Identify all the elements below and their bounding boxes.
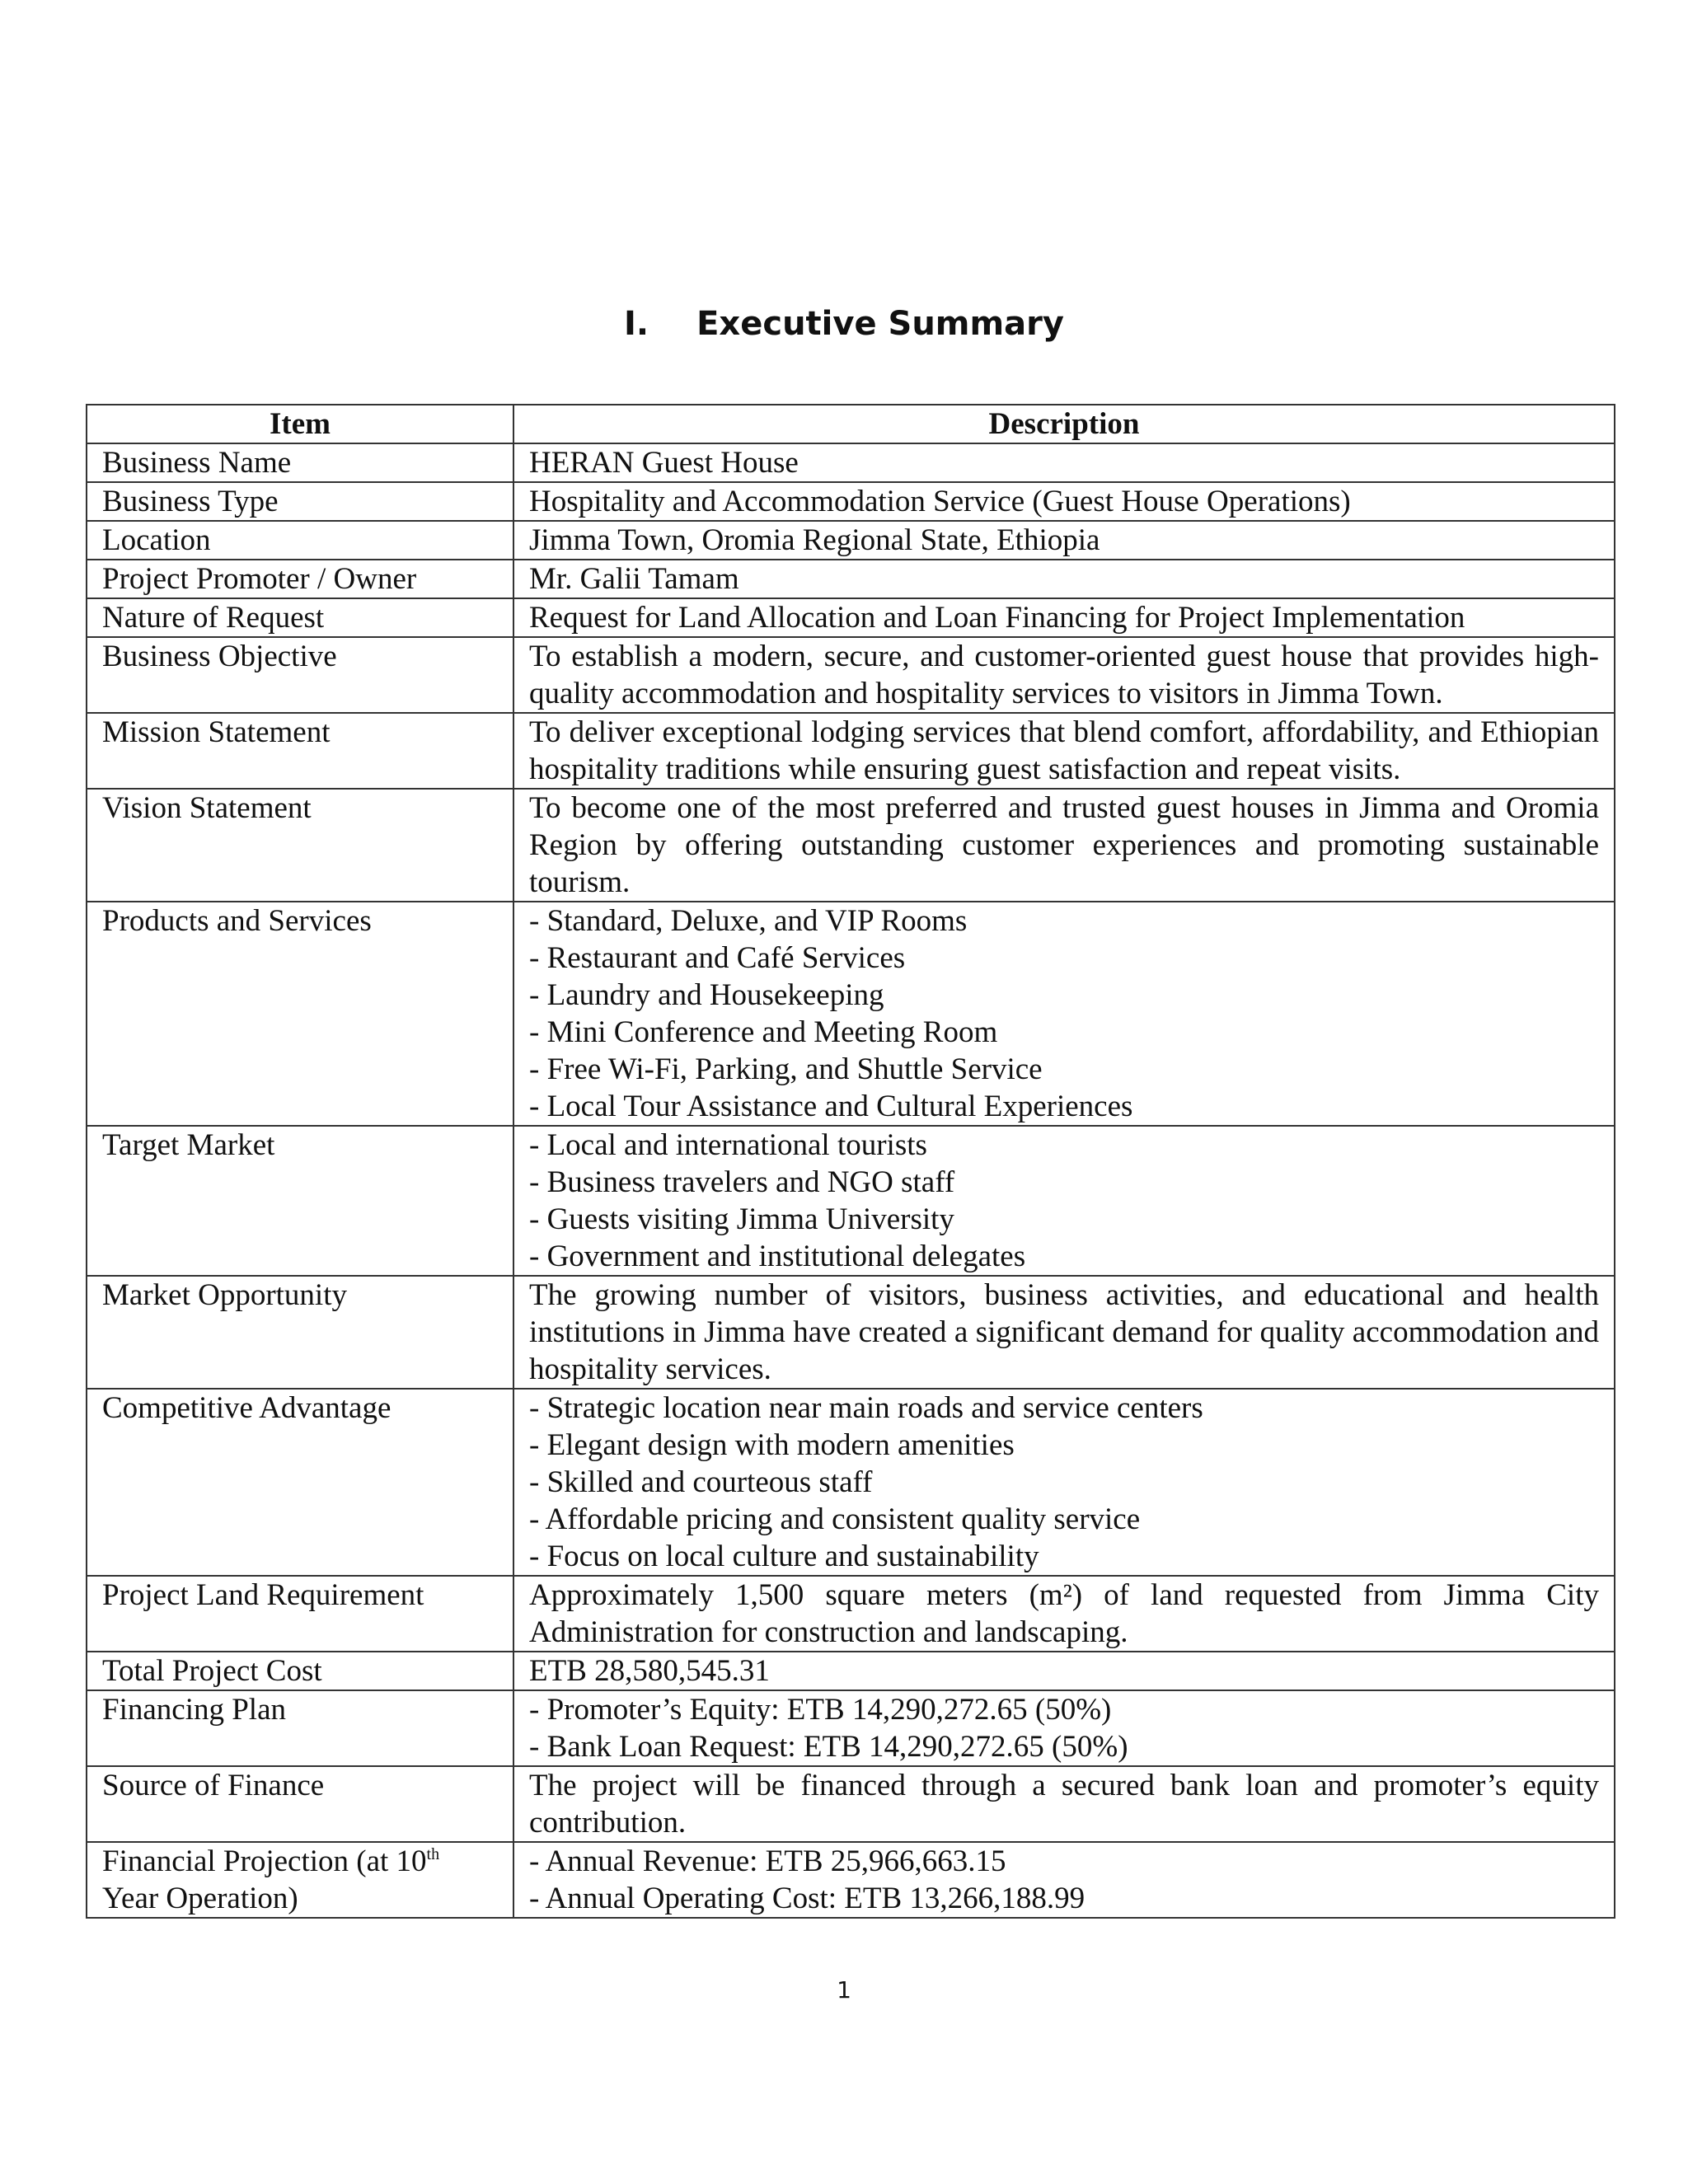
description-line: - Affordable pricing and consistent quality service: [529, 1502, 1141, 1536]
item-label: Financial Projection (at 10: [102, 1844, 427, 1878]
column-header-description: Description: [513, 405, 1615, 443]
table-row: [87, 1126, 1615, 1276]
description-line: - Annual Operating Cost: ETB 13,266,188.99: [529, 1882, 1085, 1915]
table-row: [87, 637, 1615, 713]
description-line: - Restaurant and Café Services: [529, 941, 906, 975]
table-header-row: [87, 405, 1615, 443]
item-superscript: th: [426, 1845, 440, 1863]
description-cell: [513, 1842, 1615, 1918]
description-line: - Local Tour Assistance and Cultural Experiences: [529, 1090, 1133, 1123]
description-line: Request for Land Allocation and Loan Financing for Project Implementation: [529, 601, 1465, 635]
item-cell: Target Market: [87, 1126, 513, 1276]
description-line: - Free Wi-Fi, Parking, and Shuttle Service: [529, 1052, 1043, 1086]
description-line: The project will be financed through a secured bank loan and promoter’s equity contribution.: [529, 1769, 1599, 1840]
description-line: - Local and international tourists: [529, 1128, 927, 1162]
description-cell: [513, 560, 1615, 598]
table-row: [87, 598, 1615, 637]
description-line: - Government and institutional delegates: [529, 1240, 1026, 1273]
description-cell: [513, 1766, 1615, 1842]
section-title: Executive Summary: [696, 305, 1064, 343]
description-cell: [513, 1389, 1615, 1576]
description-line: - Bank Loan Request: ETB 14,290,272.65 (50%): [529, 1730, 1128, 1764]
item-cell: Market Opportunity: [87, 1276, 513, 1389]
table-row: [87, 902, 1615, 1126]
item-cell: Mission Statement: [87, 713, 513, 789]
item-cell: Business Objective: [87, 637, 513, 713]
description-line: - Elegant design with modern amenities: [529, 1428, 1015, 1462]
description-cell: [513, 521, 1615, 560]
description-line: - Skilled and courteous staff: [529, 1465, 873, 1499]
description-cell: [513, 789, 1615, 902]
description-cell: [513, 1690, 1615, 1766]
table-row: [87, 1276, 1615, 1389]
description-line: - Annual Revenue: ETB 25,966,663.15: [529, 1844, 1006, 1878]
item-cell: Vision Statement: [87, 789, 513, 902]
description-cell: [513, 1576, 1615, 1652]
page-number: 1: [837, 1976, 851, 2004]
table-row: [87, 1576, 1615, 1652]
column-header-item: Item: [87, 405, 513, 443]
table-row: [87, 789, 1615, 902]
description-line: - Standard, Deluxe, and VIP Rooms: [529, 904, 968, 938]
table-row: [87, 521, 1615, 560]
description-line: - Focus on local culture and sustainability: [529, 1540, 1039, 1573]
item-cell: Project Promoter / Owner: [87, 560, 513, 598]
table-row: [87, 1690, 1615, 1766]
section-heading: [0, 305, 1688, 343]
description-line: ETB 28,580,545.31: [529, 1654, 770, 1688]
item-cell: Competitive Advantage: [87, 1389, 513, 1576]
description-line: - Laundry and Housekeeping: [529, 978, 884, 1012]
table-row: [87, 482, 1615, 521]
description-line: To deliver exceptional lodging services that blend comfort, affordability, and Ethiopian hospitality traditions while ensuring guest satisfaction and repeat visits.: [529, 715, 1599, 786]
executive-summary-table: [86, 404, 1615, 1919]
item-cell: Location: [87, 521, 513, 560]
item-cell: Total Project Cost: [87, 1652, 513, 1690]
description-cell: [513, 482, 1615, 521]
description-line: - Mini Conference and Meeting Room: [529, 1015, 998, 1049]
table-row: [87, 560, 1615, 598]
table-row: [87, 443, 1615, 482]
section-number: I.: [624, 305, 649, 343]
description-line: - Business travelers and NGO staff: [529, 1165, 955, 1199]
description-line: - Promoter’s Equity: ETB 14,290,272.65 (50%): [529, 1693, 1112, 1727]
item-label-continued: Year Operation): [102, 1882, 298, 1915]
table-row: [87, 1389, 1615, 1576]
description-line: - Strategic location near main roads and service centers: [529, 1391, 1203, 1425]
description-line: To become one of the most preferred and trusted guest houses in Jimma and Oromia Region by offering outstanding customer experiences and promoting sustainable tourism.: [529, 791, 1599, 899]
table-row: [87, 1652, 1615, 1690]
table-row: [87, 1842, 1615, 1918]
description-line: Approximately 1,500 square meters (m²) of land requested from Jimma City Administration for construction and landscaping.: [529, 1578, 1599, 1649]
description-line: To establish a modern, secure, and customer-oriented guest house that provides high-quality accommodation and hospitality services to visitors in Jimma Town.: [529, 640, 1599, 710]
description-cell: [513, 713, 1615, 789]
description-line: Hospitality and Accommodation Service (Guest House Operations): [529, 485, 1351, 518]
item-cell: Source of Finance: [87, 1766, 513, 1842]
item-cell: Project Land Requirement: [87, 1576, 513, 1652]
item-cell: Business Name: [87, 443, 513, 482]
table-row: [87, 1766, 1615, 1842]
description-line: Jimma Town, Oromia Regional State, Ethiopia: [529, 523, 1100, 557]
description-cell: [513, 1652, 1615, 1690]
description-cell: [513, 1126, 1615, 1276]
description-cell: [513, 443, 1615, 482]
description-line: Mr. Galii Tamam: [529, 562, 739, 596]
table-row: [87, 713, 1615, 789]
item-cell: [87, 1842, 513, 1918]
description-cell: [513, 1276, 1615, 1389]
description-cell: [513, 902, 1615, 1126]
description-cell: [513, 637, 1615, 713]
table-body: [87, 443, 1615, 1918]
item-cell: Business Type: [87, 482, 513, 521]
description-cell: [513, 598, 1615, 637]
item-cell: Nature of Request: [87, 598, 513, 637]
description-line: HERAN Guest House: [529, 446, 799, 480]
description-line: - Guests visiting Jimma University: [529, 1202, 954, 1236]
item-cell: Products and Services: [87, 902, 513, 1126]
item-cell: Financing Plan: [87, 1690, 513, 1766]
description-line: The growing number of visitors, business activities, and educational and health institutions in Jimma have created a significant demand for quality accommodation and hospitality services.: [529, 1278, 1599, 1386]
